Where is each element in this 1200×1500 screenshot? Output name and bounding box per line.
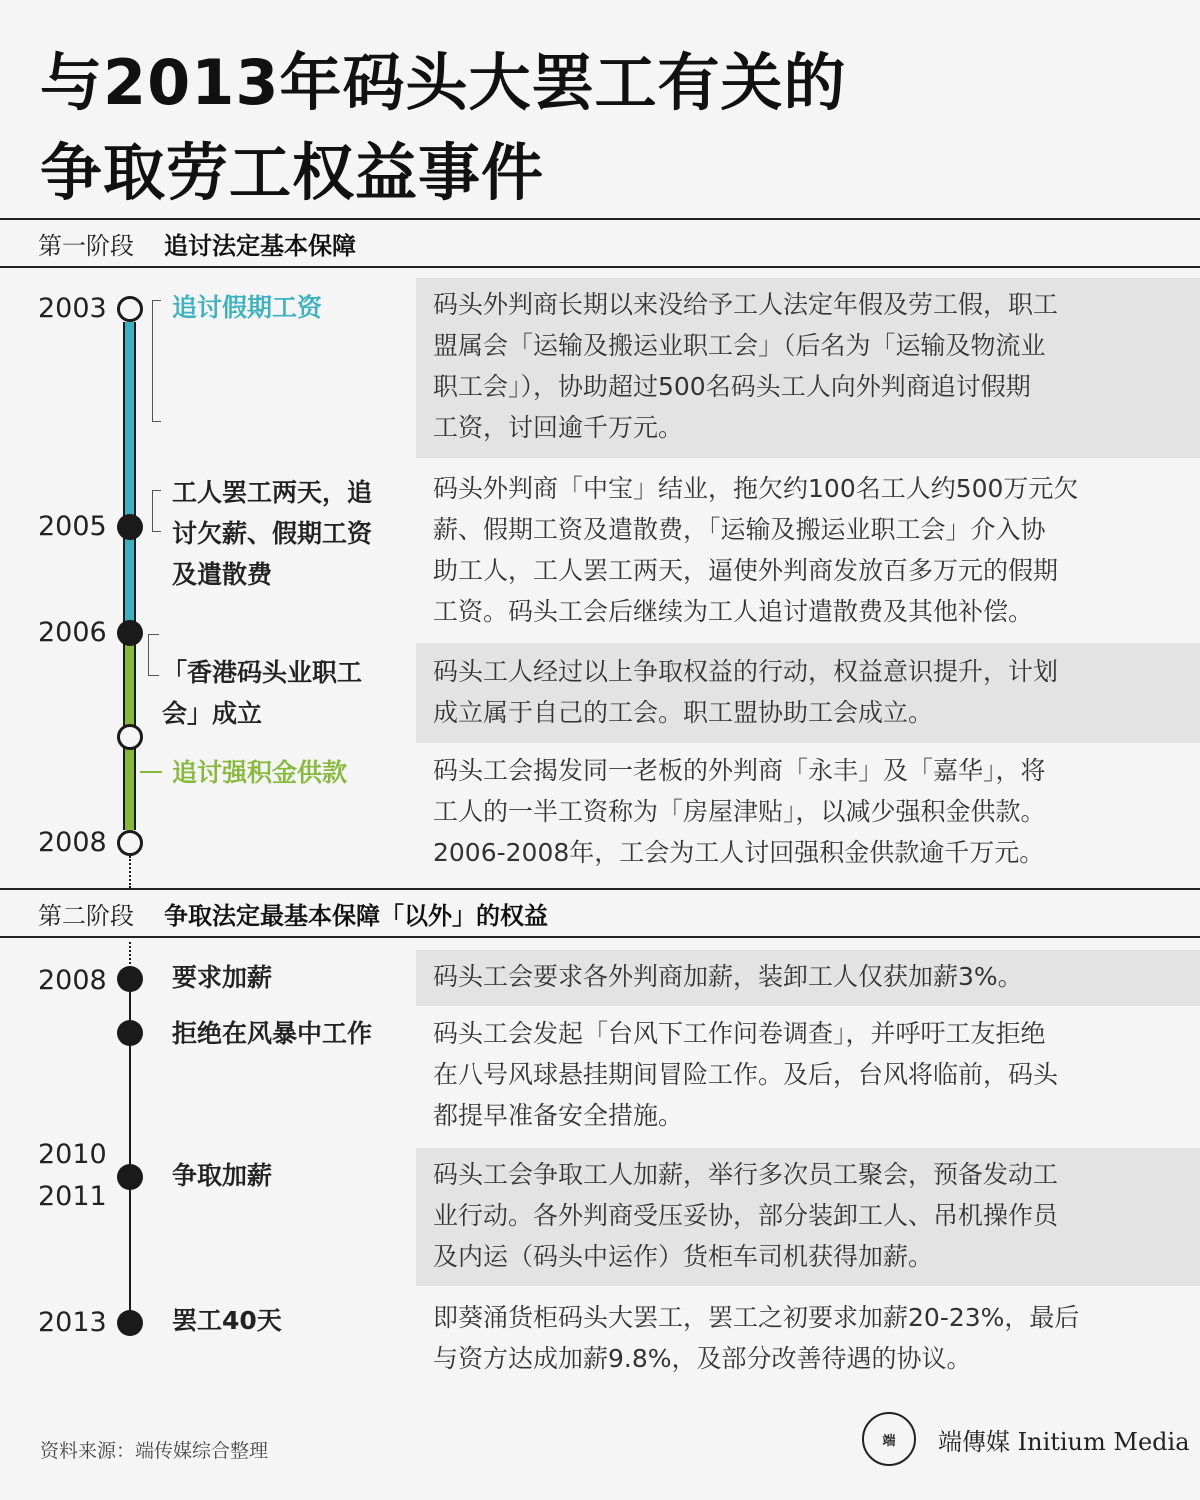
- stage-2-label: 第二阶段: [38, 901, 134, 930]
- timeline-dots-upper: [129, 856, 131, 888]
- timeline-dot-mpf: [117, 724, 143, 750]
- year-2011: 2011: [38, 1181, 107, 1212]
- stage-1-header: [0, 218, 1200, 268]
- event-title-3: 「香港码头业职工 会」成立: [162, 658, 363, 728]
- event-desc-7: 码头工会争取工人加薪，举行多次员工聚会，预备发动工 业行动。各外判商受压妥协，部分装卸工人、吊机操作员 及内运（码头中运作）货柜车司机获得加薪。: [433, 1160, 1059, 1271]
- timeline-dot-2008a: [117, 830, 143, 856]
- title-line-2: 争取劳工权益事件: [40, 136, 545, 209]
- timeline-dot-2011: [117, 1164, 143, 1190]
- event-desc-2: 码头外判商「中宝」结业，拖欠约100名工人约500万元欠 薪、假期工资及遣散费，「运输及搬运业职工会」介入协 助工人，工人罢工两天，逼使外判商发放百多万元的假期 工资。码头工会后继续为工人追讨遣散费及其他补偿。: [433, 474, 1079, 626]
- timeline-dot-2008b: [117, 966, 143, 992]
- event-title-7: 争取加薪: [172, 1161, 273, 1190]
- event-desc-3: 码头工人经过以上争取权益的行动，权益意识提升，计划 成立属于自己的工会。职工盟协助工会成立。: [433, 657, 1059, 727]
- event-title-6: 拒绝在风暴中工作: [172, 1019, 373, 1048]
- event-title-2: 工人罢工两天，追 讨欠薪、假期工资 及遣散费: [172, 478, 373, 589]
- stage-1-label: 第一阶段: [38, 231, 134, 260]
- stage-2-header: [0, 888, 1200, 938]
- year-2008-stage2: 2008: [38, 965, 107, 996]
- bracket-2005: [152, 490, 161, 532]
- event-title-4: 追讨强积金供款: [172, 758, 348, 787]
- timeline-segment-teal: [123, 322, 136, 634]
- title-line-1: 与2013年码头大罢工有关的: [40, 46, 847, 119]
- year-2010: 2010: [38, 1139, 107, 1170]
- event-desc-5: 码头工会要求各外判商加薪，装卸工人仅获加薪3%。: [433, 962, 1023, 991]
- event-desc-1: 码头外判商长期以来没给予工人法定年假及劳工假，职工 盟属会「运输及搬运业职工会」（后名为「运输及物流业 职工会」），协助超过500名码头工人向外判商追讨假期 工资，讨回逾千万元。: [433, 290, 1059, 442]
- bracket-2006: [148, 634, 159, 676]
- brand-name: 端傳媒 Initium Media: [938, 1428, 1190, 1456]
- year-2005: 2005: [38, 511, 107, 542]
- timeline-dot-2005: [117, 514, 143, 540]
- event-desc-6: 码头工会发起「台风下工作问卷调查」，并呼吁工友拒绝 在八号风球悬挂期间冒险工作。及后，台风将临前，码头 都提早准备安全措施。: [433, 1019, 1059, 1130]
- timeline-dot-2013: [117, 1310, 143, 1336]
- timeline-dot-storm: [117, 1020, 143, 1046]
- bracket-2003: [152, 300, 161, 422]
- year-2003: 2003: [38, 293, 107, 324]
- event-title-8: 罢工40天: [172, 1306, 282, 1335]
- event-title-5: 要求加薪: [172, 963, 273, 992]
- timeline-dot-2003: [117, 296, 143, 322]
- stage-1-title: 追讨法定基本保障: [164, 230, 356, 260]
- year-2008: 2008: [38, 827, 107, 858]
- stage-2-title: 争取法定最基本保障「以外」的权益: [164, 900, 548, 930]
- year-2013: 2013: [38, 1307, 107, 1338]
- timeline-dots-lower: [129, 942, 131, 968]
- initium-logo-icon: 端: [862, 1412, 916, 1466]
- page-title: [40, 38, 1160, 218]
- source-note: 资料来源：端传媒综合整理: [40, 1440, 269, 1462]
- timeline-dot-2006: [117, 620, 143, 646]
- year-2006: 2006: [38, 617, 107, 648]
- event-desc-8: 即葵涌货柜码头大罢工，罢工之初要求加薪20-23%，最后 与资方达成加薪9.8%，及部分改善待遇的协议。: [433, 1303, 1080, 1373]
- event-title-1: 追讨假期工资: [172, 293, 323, 322]
- connector-mpf: [140, 771, 162, 773]
- event-desc-4: 码头工会揭发同一老板的外判商「永丰」及「嘉华」，将 工人的一半工资称为「房屋津贴」，以减少强积金供款。 2006-2008年，工会为工人讨回强积金供款逾千万元。: [433, 756, 1046, 867]
